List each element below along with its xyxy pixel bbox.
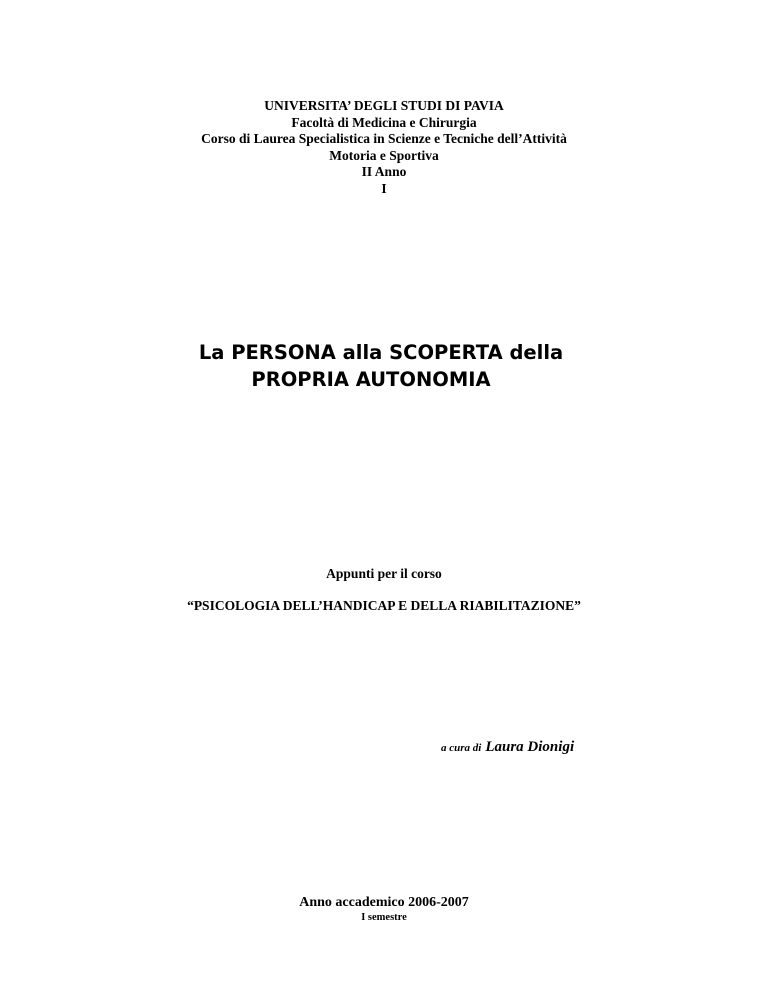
degree-course-line1: Corso di Laurea Specialistica in Scienze e Tecniche dell’Attività (201, 131, 567, 146)
degree-course-line2: Motoria e Sportiva (329, 147, 439, 163)
title-line1-prefix: La (198, 341, 232, 364)
editor-credit (441, 738, 574, 756)
editor-prefix: a cura di (441, 742, 482, 754)
title-line1 (0, 339, 768, 366)
university-name: UNIVERSITA’ DEGLI STUDI DI PAVIA (264, 98, 504, 113)
title-line1-main: PERSONA alla SCOPERTA della (231, 341, 564, 364)
editor-name: Laura Dionigi (485, 739, 575, 755)
course-year: II Anno (361, 164, 407, 179)
document-title (0, 339, 768, 393)
faculty-name: Facoltà di Medicina e Chirurgia (291, 114, 477, 130)
course-name: “PSICOLOGIA DELL’HANDICAP E DELLA RIABILITAZIONE” (187, 598, 581, 613)
course-intro: Appunti per il corso (326, 566, 442, 581)
header-block (0, 98, 768, 197)
academic-year: Anno accademico 2006-2007 (299, 895, 469, 910)
roman-numeral: I (381, 180, 387, 196)
semester: I semestre (361, 912, 407, 923)
title-line2: PROPRIA AUTONOMIA (251, 368, 491, 391)
